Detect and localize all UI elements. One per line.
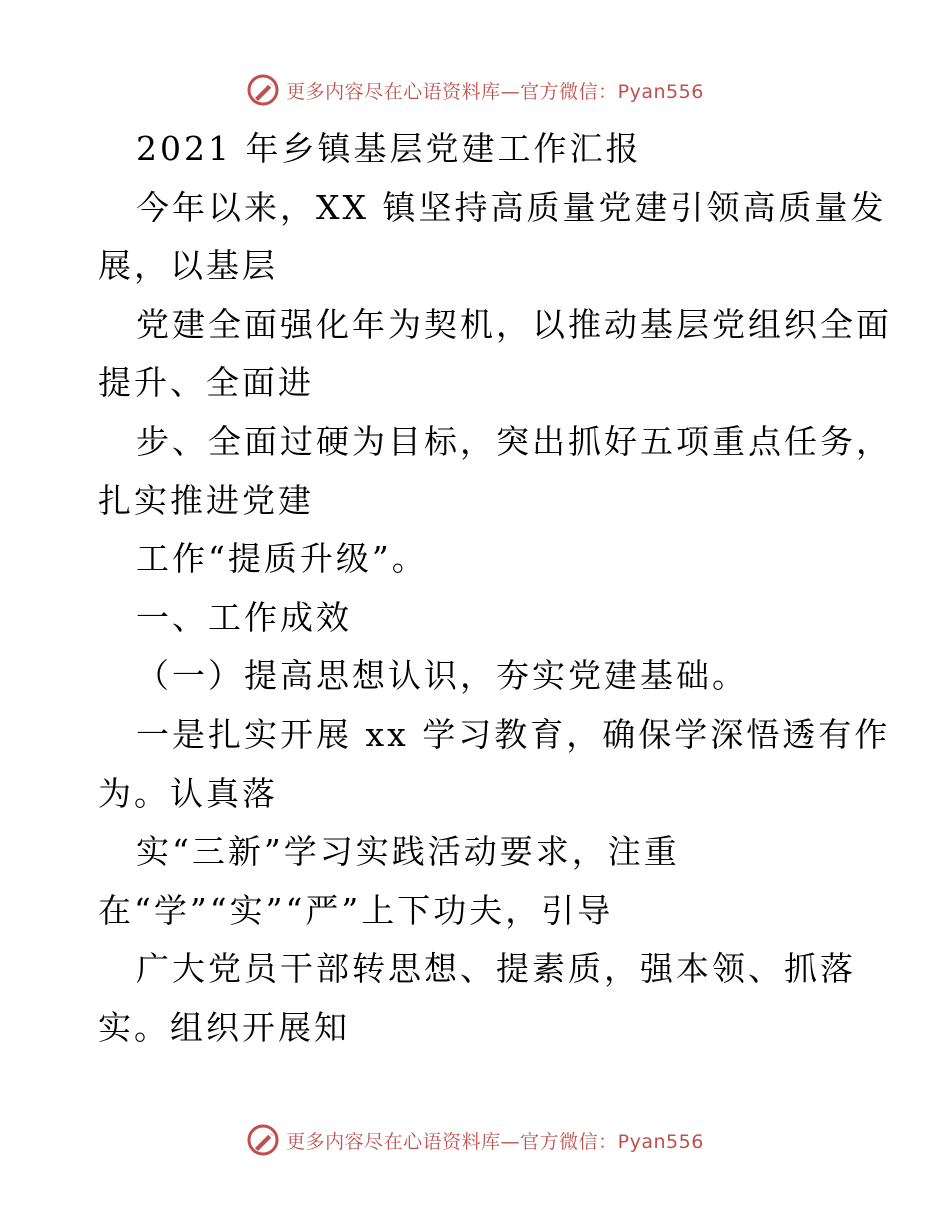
text-line: 今年以来，XX 镇坚持高质量党建引领高质量发 bbox=[136, 187, 887, 227]
text-line: 提升、全面进 bbox=[98, 363, 314, 403]
text-line: 扎实推进党建 bbox=[98, 480, 314, 520]
document-body bbox=[98, 120, 892, 1058]
text-line: 步、全面过硬为目标，突出抓好五项重点任务， bbox=[136, 421, 892, 461]
watermark-text: 更多内容尽在心语资料库—官方微信：Pyan556 bbox=[286, 1130, 704, 1153]
watermark-banner-bottom bbox=[0, 1120, 950, 1160]
text-line: 2021 年乡镇基层党建工作汇报 bbox=[136, 129, 642, 168]
text-line: 工作“提质升级”。 bbox=[136, 539, 428, 579]
text-line: 在“学”“实”“严”上下功夫，引导 bbox=[98, 890, 614, 930]
text-line: 一是扎实开展 xx 学习教育，确保学深悟透有作 bbox=[136, 714, 891, 754]
text-line: 一、工作成效 bbox=[136, 597, 352, 637]
text-line: 广大党员干部转思想、提素质，强本领、抓落 bbox=[136, 949, 856, 989]
text-line: （一）提高思想认识，夯实党建基础。 bbox=[136, 656, 748, 696]
text-line: 为。认真落 bbox=[98, 773, 278, 813]
watermark-banner-top bbox=[0, 70, 950, 110]
pen-seal-icon bbox=[246, 73, 280, 107]
pen-seal-icon bbox=[246, 1123, 280, 1157]
text-line: 实“三新”学习实践活动要求，注重 bbox=[136, 832, 680, 872]
watermark-text: 更多内容尽在心语资料库—官方微信：Pyan556 bbox=[286, 80, 704, 103]
text-line: 展，以基层 bbox=[98, 246, 278, 286]
text-line: 实。组织开展知 bbox=[98, 1007, 350, 1047]
text-line: 党建全面强化年为契机，以推动基层党组织全面 bbox=[136, 304, 892, 344]
